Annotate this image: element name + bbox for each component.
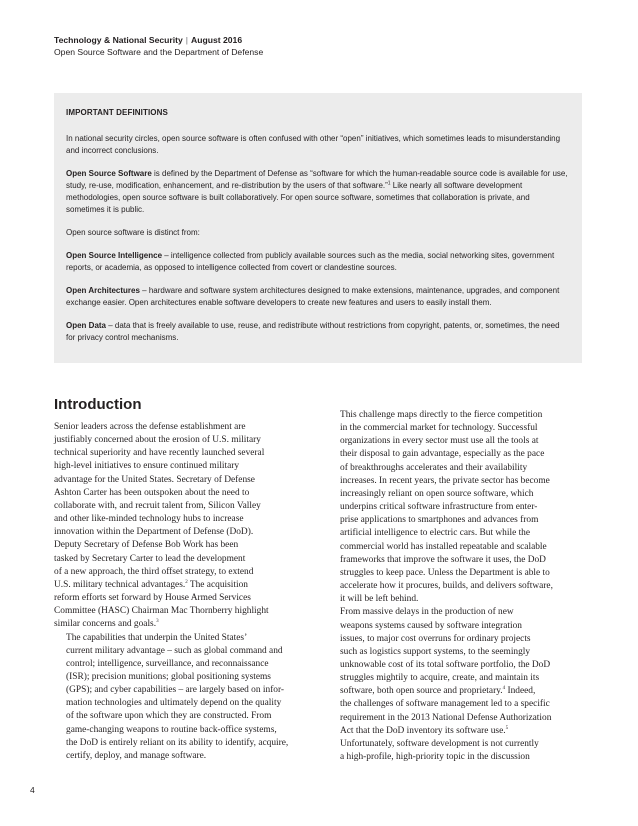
text-line: (ISR); precision munitions; global positioning systems: [66, 671, 271, 682]
text-line: increases. In recent years, the private sector has become: [340, 475, 550, 486]
header-subtitle: Open Source Software and the Department of Defense: [54, 47, 264, 57]
text-line: [328, 725, 580, 738]
text-line: Committee (HASC) Chairman Mac Thornberry highlight: [54, 606, 269, 617]
definition-text: – data that is freely available to use, reuse, and redistribute without restrictions from copyright, patents, or, sometimes, the need for privacy control mechanisms.: [66, 321, 560, 342]
definition-term: Open Architectures: [66, 286, 140, 295]
definition-open-data: [66, 320, 570, 344]
body-column-left: [54, 421, 306, 763]
definition-text: is defined by the Department of Defense as “software for which the human-readable source code is available for use, study, re-use, modification, enhancement, and re-distribution by the users of that software.”: [66, 169, 568, 190]
text-line: issues, to major cost overruns for ordinary projects: [340, 633, 531, 644]
text-line: their disposal to gain advantage, especially as the pace: [340, 449, 545, 460]
text-line: weapons systems caused by software integration: [340, 620, 522, 631]
text-run: software, both open source and proprietary.: [340, 686, 503, 697]
definition-open-source-software: [66, 168, 570, 216]
header-separator: |: [185, 35, 189, 45]
text-line: From massive delays in the production of new: [340, 607, 514, 618]
text-line: high-level initiatives to ensure continued military: [54, 461, 240, 472]
text-line: tasked by Secretary Carter to lead the development: [54, 553, 246, 564]
paragraph: [328, 606, 580, 738]
paragraph: [54, 632, 306, 764]
text-line: Unfortunately, software development is not currently: [340, 738, 539, 749]
text-line: unknowable cost of its total software portfolio, the DoD: [340, 659, 551, 670]
text-line: the challenges of software management led to a specific: [340, 699, 550, 710]
definition-open-architectures: [66, 285, 570, 309]
text-line: [328, 685, 580, 698]
text-line: [54, 618, 306, 631]
text-line: innovation within the Department of Defense (DoD).: [54, 527, 254, 538]
text-line: of the software upon which they are constructed. From: [66, 711, 272, 722]
definitions-intro: In national security circles, open source software is often confused with other “open” initiatives, which sometimes leads to misunderstanding and incorrect conclusions.: [66, 134, 561, 155]
text-line: certify, deploy, and manage software.: [66, 750, 207, 761]
text-line: game-changing weapons to routine back-office systems,: [66, 724, 277, 735]
text-line: control; intelligence, surveillance, and reconnaissance: [66, 658, 269, 669]
definitions-title: IMPORTANT DEFINITIONS: [66, 108, 168, 117]
text-line: reform efforts set forward by House Armed Services: [54, 593, 251, 604]
text-line: such as logistics support systems, to the seemingly: [340, 646, 531, 657]
text-line: a high-profile, high-priority topic in the discussion: [340, 752, 530, 763]
text-line: current military advantage – such as global command and: [66, 645, 283, 656]
header-category: Technology & National Security: [54, 35, 183, 45]
running-header: [54, 34, 263, 58]
text-line: underpins critical software infrastructure from enter-: [340, 502, 538, 513]
definition-term: Open Source Intelligence: [66, 251, 163, 260]
text-run: similar concerns and goals.: [54, 619, 157, 630]
footnote-ref: 3: [156, 619, 159, 625]
paragraph: [328, 738, 580, 764]
text-line: of breakthroughs accelerates and their availability: [340, 462, 528, 473]
body-column-right: [328, 409, 580, 764]
text-line: prise applications to smartphones and advances from: [340, 515, 539, 526]
definition-open-source-intelligence: [66, 250, 570, 274]
text-line: technical superiority and have recently launched several: [54, 448, 265, 459]
text-line: struggles to keep pace. Unless the Department is able to: [340, 567, 550, 578]
footnote-ref: 2: [185, 579, 188, 585]
text-line: advantage for the United States. Secretary of Defense: [54, 474, 255, 485]
text-line: organizations in every sector must use all the tools at: [340, 436, 539, 447]
text-line: The capabilities that underpin the United States’: [66, 632, 248, 643]
definitions-sidebar: [54, 93, 582, 363]
text-run: Indeed,: [505, 686, 536, 697]
text-line: frameworks that improve the software it uses, the DoD: [340, 554, 546, 565]
section-heading: Introduction: [54, 396, 142, 413]
header-date: August 2016: [191, 35, 243, 45]
text-run: Act that the DoD inventory its software use.: [340, 725, 506, 736]
paragraph: [328, 409, 580, 606]
text-line: requirement in the 2013 National Defense Authorization: [340, 712, 552, 723]
text-line: and other like-minded technology hubs to increase: [54, 514, 244, 525]
text-run: The acquisition: [187, 579, 248, 590]
text-line: commercial world has installed repeatable and scalable: [340, 541, 547, 552]
definition-text: – intelligence collected from publicly available sources such as the media, social networking sites, government reports, or academia, as opposed to intelligence collected from covert or clandestine sources.: [66, 251, 555, 272]
header-line-1: [54, 34, 263, 46]
definition-text-cont: Like nearly all software development methodologies, open source software is built collaboratively. For open source software, sometimes that collaboration is private, and sometimes it is public.: [66, 181, 530, 214]
text-line: justifiably concerned about the erosion of U.S. military: [54, 435, 261, 446]
text-run: U.S. military technical advantages.: [54, 579, 186, 590]
text-line: (GPS); and cyber capabilities – are largely based on infor-: [66, 685, 285, 696]
footnote-ref: 1: [387, 180, 391, 187]
text-line: This challenge maps directly to the fierce competition: [340, 410, 543, 420]
footnote-ref: 4: [502, 686, 506, 692]
definitions-distinct: Open source software is distinct from:: [66, 228, 200, 237]
text-line: Deputy Secretary of Defense Bob Work has been: [54, 540, 239, 551]
paragraph: [54, 421, 306, 632]
text-line: collaborate with, and recruit talent from, Silicon Valley: [54, 500, 261, 511]
text-line: struggles mightily to acquire, create, and maintain its: [340, 673, 540, 684]
text-line: in the commercial market for technology. Successful: [340, 423, 538, 434]
text-line: Senior leaders across the defense establishment are: [54, 422, 246, 432]
definition-term: Open Source Software: [66, 169, 152, 178]
text-line: of a new approach, the third offset strategy, to extend: [54, 566, 254, 577]
text-line: accelerate how it procures, builds, and delivers software,: [340, 581, 553, 592]
text-line: it will be left behind.: [340, 594, 419, 605]
text-line: [54, 579, 306, 592]
text-line: artificial intelligence to electric cars. But while the: [340, 528, 531, 539]
text-line: mation technologies and ultimately depend on the quality: [66, 698, 282, 709]
text-line: the DoD is entirely reliant on its ability to identify, acquire,: [66, 737, 289, 748]
page-number: 4: [30, 785, 35, 795]
definition-text: – hardware and software system architectures designed to make extensions, maintenance, upgrades, and component exchange easier. Open architectures enable software developers to create new features and users to easily install them.: [66, 286, 560, 307]
definition-term: Open Data: [66, 321, 107, 330]
footnote-ref: 5: [505, 725, 509, 731]
text-line: increasingly reliant on open source software, which: [340, 488, 534, 499]
text-line: Ashton Carter has been outspoken about the need to: [54, 487, 250, 498]
